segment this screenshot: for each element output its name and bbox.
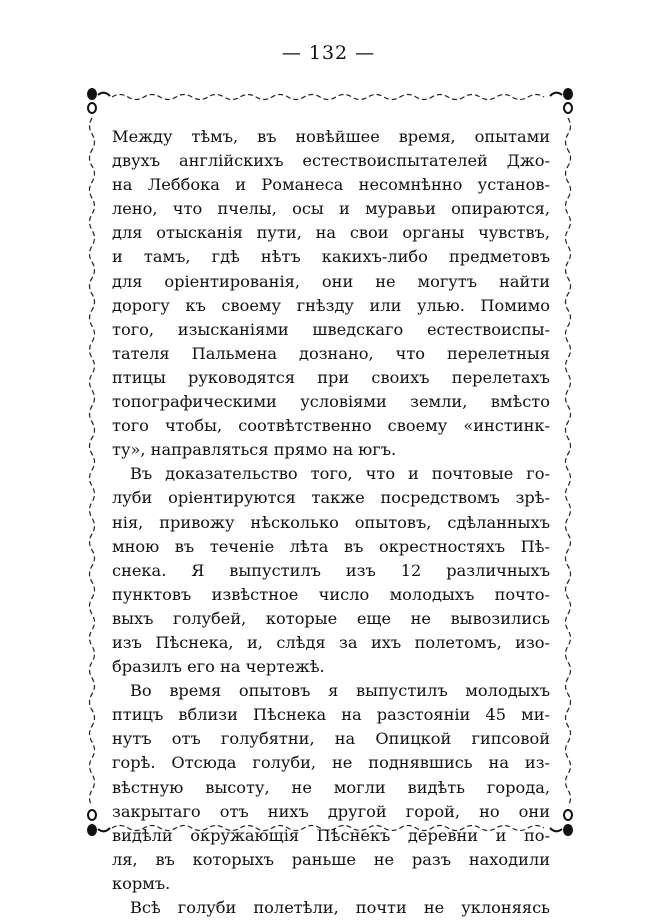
text-line: вѣстную высоту, не могли видѣть города, — [112, 777, 550, 797]
text-line: тателя Пальмена дознано, что перелетныя — [112, 343, 550, 363]
text-line: мною въ теченіе лѣта въ окрестностяхъ Пѣ- — [112, 536, 550, 556]
text-line: выхъ голубей, которые еще не вывозились — [112, 608, 550, 628]
text-line: дорогу къ своему гнѣзду или улью. Помимо — [112, 295, 550, 315]
text-line: Всѣ голуби полетѣли, почти не уклоняясь — [130, 898, 550, 917]
corner-ornament-top-right — [550, 88, 573, 113]
corner-ornament-bottom-right — [550, 810, 573, 836]
text-line: Во время опытовъ я выпустилъ молодыхъ — [130, 681, 550, 701]
body-text — [112, 125, 550, 920]
text-line: пунктовъ извѣстное число молодыхъ почто- — [112, 584, 550, 604]
text-line: бразилъ его на чертежѣ. — [112, 657, 325, 677]
text-line: снека. Я выпустилъ изъ 12 различныхъ — [112, 560, 550, 580]
text-line: двухъ англійскихъ естествоиспытателей Джо- — [112, 151, 550, 171]
text-line: для отысканія пути, на свои органы чувствъ, — [112, 223, 550, 243]
border-left — [90, 118, 95, 806]
page-number: — 132 — — [281, 42, 376, 64]
text-line: Между тѣмъ, въ новѣйшее время, опытами — [112, 127, 550, 146]
text-line: нія, привожу нѣсколько опытовъ, сдѣланныхъ — [112, 512, 550, 532]
text-line: и тамъ, гдѣ нѣтъ какихъ-либо предметовъ — [112, 247, 550, 267]
corner-ornament-bottom-left — [87, 810, 110, 836]
text-line: лено, что пчелы, осы и муравьи опираются, — [112, 199, 550, 219]
corner-ornament-top-left — [87, 88, 110, 113]
border-right — [566, 118, 571, 806]
text-line: топографическими условіями земли, вмѣсто — [112, 392, 550, 412]
text-line: того чтобы, соотвѣтственно своему «инстинк- — [112, 416, 550, 436]
text-line: Въ доказательство того, что и почтовые го- — [130, 464, 550, 484]
text-line: кормъ. — [112, 873, 171, 893]
text-line: ту», направляться прямо на югъ. — [112, 440, 397, 460]
text-line: того, изысканіями шведскаго естествоиспы- — [112, 319, 550, 339]
text-line: видѣли окружающія Пѣснекъ деревни и по- — [112, 825, 550, 845]
text-line: луби оріентируются также посредствомъ зрѣ- — [112, 488, 550, 508]
border-top — [112, 95, 544, 100]
text-line: для оріентированія, они не могутъ найти — [112, 271, 550, 291]
text-line: ля, въ которыхъ раньше не разъ находили — [112, 849, 550, 869]
text-line: птицъ вблизи Пѣснека на разстояніи 45 ми- — [112, 705, 550, 725]
text-line: изъ Пѣснека, и, слѣдя за ихъ полетомъ, изо- — [112, 632, 550, 652]
text-line: горѣ. Отсюда голуби, не поднявшись на из- — [112, 753, 550, 773]
text-line: на Леббока и Романеса несомнѣнно установ- — [112, 175, 550, 195]
text-line: закрытаго отъ нихъ другой горой, но они — [112, 801, 550, 821]
text-line: нутъ отъ голубятни, на Опицкой гипсовой — [112, 729, 550, 749]
text-line: птицы руководятся при своихъ перелетахъ — [112, 367, 550, 387]
